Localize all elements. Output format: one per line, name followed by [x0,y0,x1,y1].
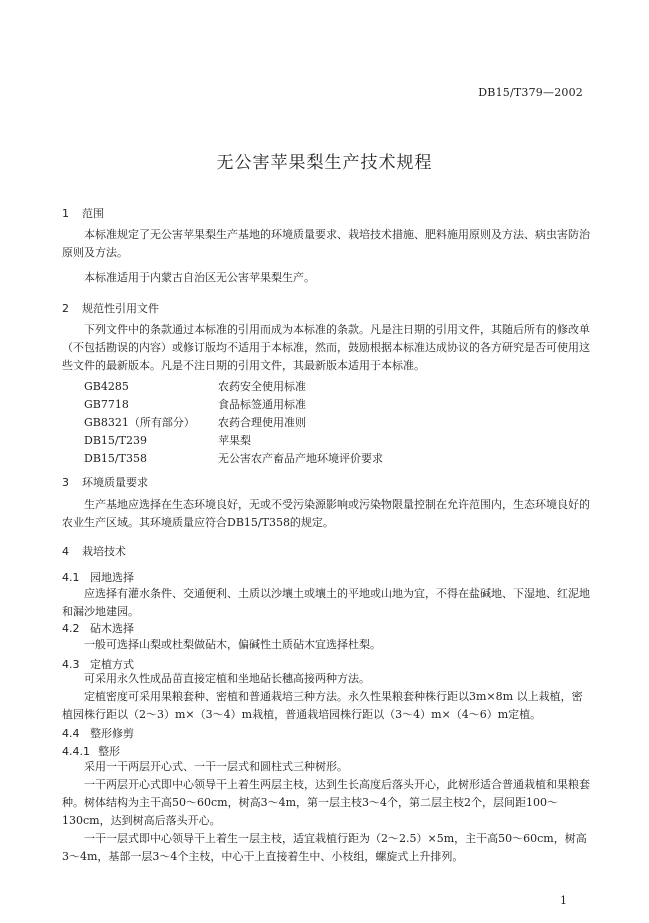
section-4-2-heading [62,620,134,636]
section-number: 3 [62,476,69,489]
section-4-4-1-paragraph-2: 一干两层开心式即中心领导干上着生两层主枝，达到生长高度后落头开心，此树形适合普通栽植和果粮套种。树体结构为主干高50～60cm，树高3～4m，第一层主枝3～4个，第二层主枝2个，层间距100～130cm，达到树高后落头开心。 [62,778,590,827]
section-number: 4.4.1 [62,745,90,758]
section-title: 整形修剪 [90,727,134,740]
section-title: 栽培技术 [82,545,126,558]
reference-code: DB15/T358 [84,452,147,465]
section-4-4-1-paragraph-1: 采用一干两层开心式、一干一层式和圆柱式三种树形。 [84,760,348,773]
section-title: 范围 [82,207,104,220]
reference-item [84,414,306,430]
section-number: 2 [62,302,69,315]
document-title: 无公害苹果梨生产技术规程 [216,153,433,173]
reference-name: 农药合理使用准则 [218,416,306,429]
section-4-4-heading [62,725,134,741]
section-4-2-paragraph-1: 一般可选择山梨或杜梨做砧木，偏碱性土质砧木宜选择杜梨。 [84,638,381,651]
section-3-heading [62,474,148,490]
section-4-3-paragraph-1: 可采用永久性成品苗直接定植和坐地砧长穗高接两种方法。 [84,672,370,685]
section-title: 整形 [98,745,120,758]
reference-item [84,378,306,394]
section-number: 4 [62,545,69,558]
reference-name: 食品标签通用标准 [218,398,306,411]
section-title: 定植方式 [90,658,134,671]
section-2-heading [62,300,159,316]
section-title: 砧木选择 [90,622,134,635]
section-2-paragraph-1: 下列文件中的条款通过本标准的引用而成为本标准的条款。凡是注日期的引用文件，其随后所有的修改单（不包括勘误的内容）或修订版均不适用于本标准，然而，鼓励根据本标准达成协议的各方研究是否可使用这些文件的最新版本。凡是不注日期的引用文件，其最新版本适用于本标准。 [62,323,590,372]
section-4-1-paragraph-1: 应选择有灌水条件、交通便利、土质以沙壤土或壤土的平地或山地为宜，不得在盐碱地、下湿地、红泥地和漏沙地建园。 [62,587,590,618]
section-number: 1 [62,207,69,220]
section-1-paragraph-1: 本标准规定了无公害苹果梨生产基地的环境质量要求、栽培技术措施、肥料施用原则及方法、病虫害防治原则及方法。 [62,228,590,259]
reference-name: 无公害农产畜品产地环境评价要求 [218,452,383,465]
section-4-4-1-paragraph-3: 一干一层式即中心领导干上着生一层主枝，适宜栽植行距为（2～2.5）×5m，主干高50～60cm，树高3～4m，基部一层3～4个主枝，中心干上直接着生中、小枝组，螺旋式上升排列。 [62,832,587,863]
reference-code: GB7718 [84,398,129,411]
section-number: 4.1 [62,571,80,584]
standard-code: DB15/T379—2002 [478,86,583,99]
section-title: 规范性引用文件 [82,302,159,315]
reference-item [84,450,383,466]
section-number: 4.4 [62,727,80,740]
reference-code: DB15/T239 [84,434,147,447]
section-4-heading [62,543,126,559]
reference-name: 苹果梨 [218,434,251,447]
section-4-1-heading [62,569,134,585]
section-title: 园地选择 [90,571,134,584]
reference-code: GB8321（所有部分） [84,416,195,429]
section-3-paragraph-1: 生产基地应选择在生态环境良好，无或不受污染源影响或污染物限量控制在允许范围内，生态环境良好的农业生产区域。其环境质量应符合DB15/T358的规定。 [62,498,590,529]
reference-name: 农药安全使用标准 [218,380,306,393]
reference-item [84,432,251,448]
section-4-4-1-heading [62,743,120,759]
section-1-paragraph-2: 本标准适用于内蒙古自治区无公害苹果梨生产。 [84,271,315,284]
reference-code: GB4285 [84,380,129,393]
section-number: 4.2 [62,622,80,635]
section-number: 4.3 [62,658,80,671]
section-1-heading [62,205,104,221]
section-title: 环境质量要求 [82,476,148,489]
page-number: 1 [560,894,567,907]
section-4-3-paragraph-2: 定植密度可采用果粮套种、密植和普通栽培三种方法。永久性果粮套种株行距以3m×8m 以上栽植，密植园株行距以（2～3）m×（3～4）m栽植，普通栽培园株行距以（3～4）m×（4～6）m定植。 [62,690,583,721]
reference-item [84,396,306,412]
